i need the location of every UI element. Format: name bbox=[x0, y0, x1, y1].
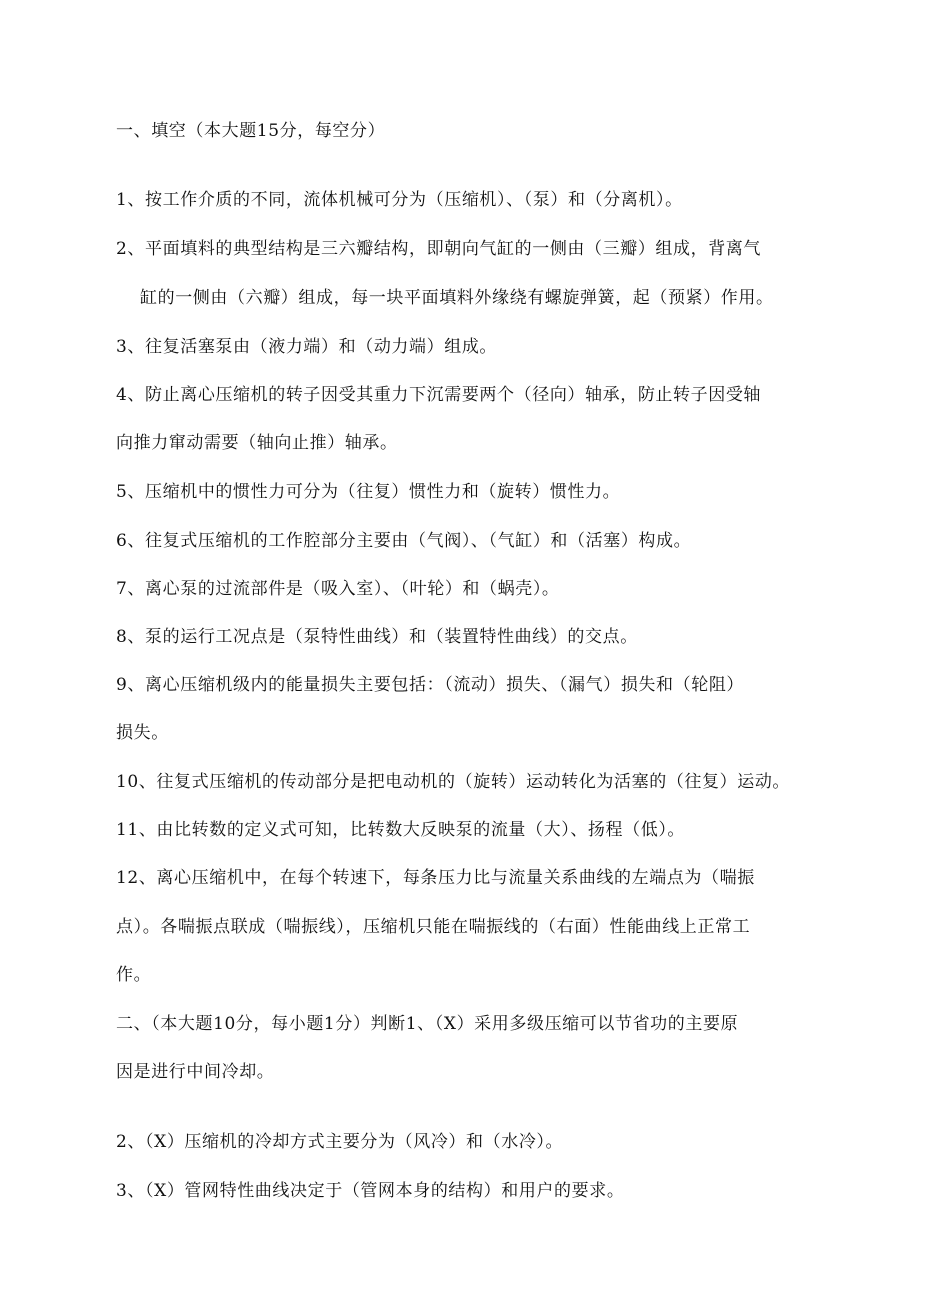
question-line: 4、防止离心压缩机的转子因受其重力下沉需要两个（径向）轴承，防止转子因受轴 bbox=[116, 385, 762, 405]
question-line: 2、（X）压缩机的冷却方式主要分为（风冷）和（水冷）。 bbox=[116, 1132, 564, 1152]
question-line: 1、按工作介质的不同，流体机械可分为（压缩机）、（泵）和（分离机）。 bbox=[116, 190, 683, 210]
section-heading-true-false: 二、（本大题10分，每小题1分）判断1、（X）采用多级压缩可以节省功的主要原 bbox=[116, 1014, 739, 1034]
question-line: 作。 bbox=[116, 965, 152, 985]
question-line: 2、平面填料的典型结构是三六瓣结构，即朝向气缸的一侧由（三瓣）组成，背离气 bbox=[116, 239, 762, 259]
question-line: 12、离心压缩机中，在每个转速下，每条压力比与流量关系曲线的左端点为（喘振 bbox=[116, 868, 755, 888]
question-line: 损失。 bbox=[116, 723, 169, 743]
question-line: 11、由比转数的定义式可知，比转数大反映泵的流量（大）、扬程（低）。 bbox=[116, 820, 686, 840]
question-line: 3、往复活塞泵由（液力端）和（动力端）组成。 bbox=[116, 337, 498, 357]
question-line: 9、离心压缩机级内的能量损失主要包括：（流动）损失、（漏气）损失和（轮阻） bbox=[116, 675, 745, 695]
question-line: 8、泵的运行工况点是（泵特性曲线）和（装置特性曲线）的交点。 bbox=[116, 627, 638, 647]
question-line: 3、（X）管网特性曲线决定于（管网本身的结构）和用户的要求。 bbox=[116, 1181, 625, 1201]
question-line: 向推力窜动需要（轴向止推）轴承。 bbox=[116, 433, 398, 453]
question-line: 因是进行中间冷却。 bbox=[116, 1062, 275, 1082]
question-line: 点）。各喘振点联成（喘振线），压缩机只能在喘振线的（右面）性能曲线上正常工 bbox=[116, 917, 751, 937]
question-line: 缸的一侧由（六瓣）组成，每一块平面填料外缘绕有螺旋弹簧，起（预紧）作用。 bbox=[140, 288, 774, 308]
question-line: 7、离心泵的过流部件是（吸入室）、（叶轮）和（蜗壳）。 bbox=[116, 579, 560, 599]
question-line: 6、往复式压缩机的工作腔部分主要由（气阀）、（气缸）和（活塞）构成。 bbox=[116, 531, 692, 551]
question-line: 10、往复式压缩机的传动部分是把电动机的（旋转）运动转化为活塞的（往复）运动。 bbox=[116, 772, 791, 792]
question-line: 5、压缩机中的惯性力可分为（往复）惯性力和（旋转）惯性力。 bbox=[116, 482, 621, 502]
section-heading-fill-blank: 一、填空（本大题15分，每空分） bbox=[116, 121, 386, 141]
